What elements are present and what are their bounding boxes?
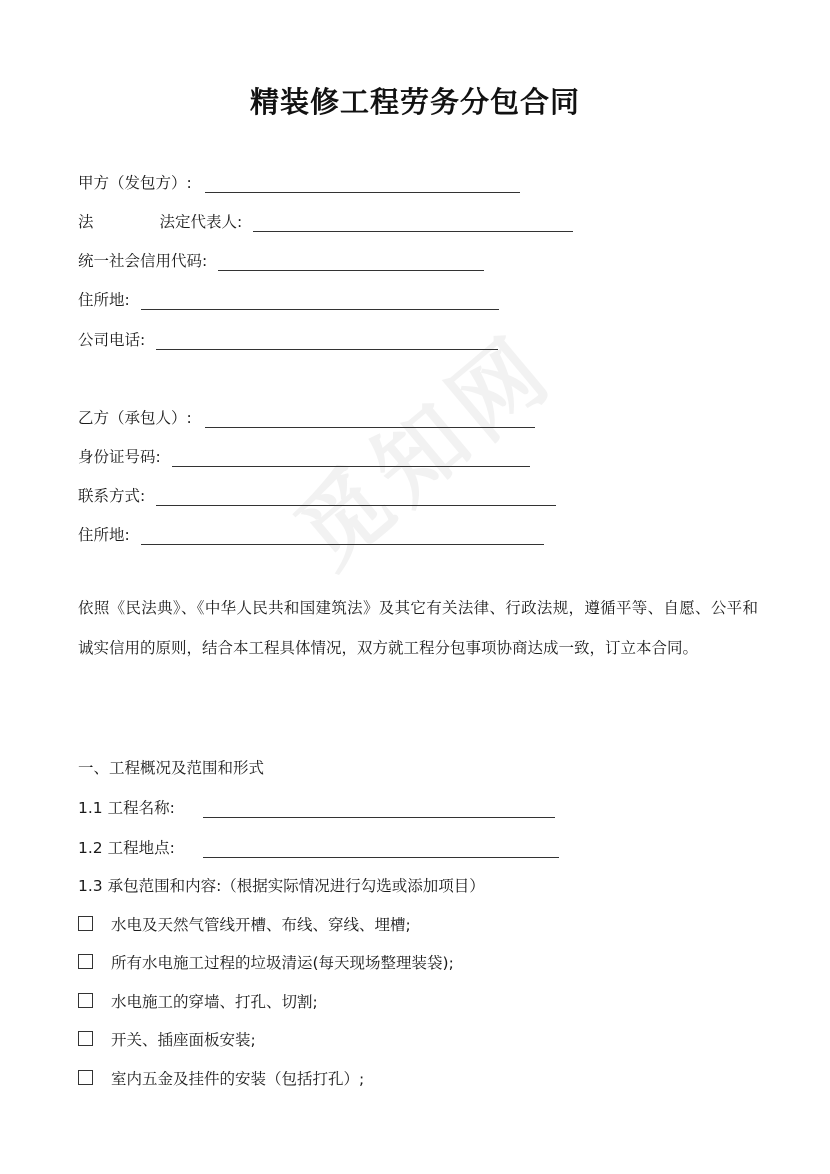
party-b-field[interactable] bbox=[205, 411, 535, 428]
label: 1.1 工程名称: bbox=[78, 799, 175, 817]
label: 住所地: bbox=[78, 291, 130, 309]
label: 身份证号码: bbox=[78, 448, 161, 466]
scope-item[interactable] bbox=[78, 953, 454, 973]
address-b-field[interactable] bbox=[141, 528, 544, 545]
party-b-row bbox=[78, 408, 535, 428]
preamble: 依照《民法典》、《中华人民共和国建筑法》及其它有关法律、行政法规，遵循平等、自愿、公平和诚实信用的原则，结合本工程具体情况，双方就工程分包事项协商达成一致，订立本合同。 bbox=[78, 599, 758, 657]
id-row bbox=[78, 447, 530, 467]
address-b-row bbox=[78, 525, 544, 545]
party-a-field[interactable] bbox=[205, 176, 520, 193]
phone-field[interactable] bbox=[156, 333, 498, 350]
scope-item-label: 室内五金及挂件的安装（包括打孔）; bbox=[111, 1070, 365, 1088]
label: 联系方式: bbox=[78, 487, 146, 505]
checkbox[interactable] bbox=[78, 1031, 93, 1046]
watermark: 觅知网 bbox=[276, 314, 575, 589]
label: 法定代表人: bbox=[159, 213, 243, 231]
checkbox[interactable] bbox=[78, 954, 93, 969]
legal-rep-field[interactable] bbox=[253, 215, 573, 232]
label: 甲方（发包方）: bbox=[78, 174, 192, 192]
page-title: 精装修工程劳务分包合同 bbox=[249, 85, 580, 119]
label: 1.2 工程地点: bbox=[78, 839, 175, 857]
project-name-field[interactable] bbox=[203, 801, 555, 818]
scope-heading: 1.3 承包范围和内容:（根据实际情况进行勾选或添加项目） bbox=[78, 877, 485, 895]
checkbox[interactable] bbox=[78, 916, 93, 931]
label: 法 bbox=[78, 213, 94, 231]
phone-row bbox=[78, 330, 498, 350]
scope-item-label: 水电施工的穿墙、打孔、切割; bbox=[111, 993, 318, 1011]
scope-item-label: 水电及天然气管线开槽、布线、穿线、埋槽; bbox=[111, 916, 411, 934]
contact-field[interactable] bbox=[156, 489, 556, 506]
scope-item-label: 开关、插座面板安装; bbox=[111, 1031, 256, 1049]
label: 统一社会信用代码: bbox=[78, 252, 208, 270]
party-a-row bbox=[78, 173, 520, 193]
project-name-row bbox=[78, 798, 555, 818]
id-field[interactable] bbox=[172, 450, 530, 467]
scope-item[interactable] bbox=[78, 915, 411, 935]
project-location-field[interactable] bbox=[203, 841, 559, 858]
scope-item-label: 所有水电施工过程的垃圾清运(每天现场整理装袋); bbox=[111, 954, 454, 972]
label: 公司电话: bbox=[78, 331, 146, 349]
scope-item[interactable] bbox=[78, 1069, 364, 1089]
address-a-row bbox=[78, 290, 499, 310]
address-a-field[interactable] bbox=[141, 293, 499, 310]
checkbox[interactable] bbox=[78, 1070, 93, 1085]
scope-item[interactable] bbox=[78, 1030, 256, 1050]
credit-code-row bbox=[78, 251, 484, 271]
section-heading: 一、工程概况及范围和形式 bbox=[78, 759, 265, 777]
checkbox[interactable] bbox=[78, 993, 93, 1008]
legal-rep-row bbox=[78, 212, 573, 232]
project-location-row bbox=[78, 838, 559, 858]
contact-row bbox=[78, 486, 556, 506]
credit-code-field[interactable] bbox=[218, 254, 484, 271]
label: 住所地: bbox=[78, 526, 130, 544]
label: 乙方（承包人）: bbox=[78, 409, 192, 427]
scope-item[interactable] bbox=[78, 992, 318, 1012]
